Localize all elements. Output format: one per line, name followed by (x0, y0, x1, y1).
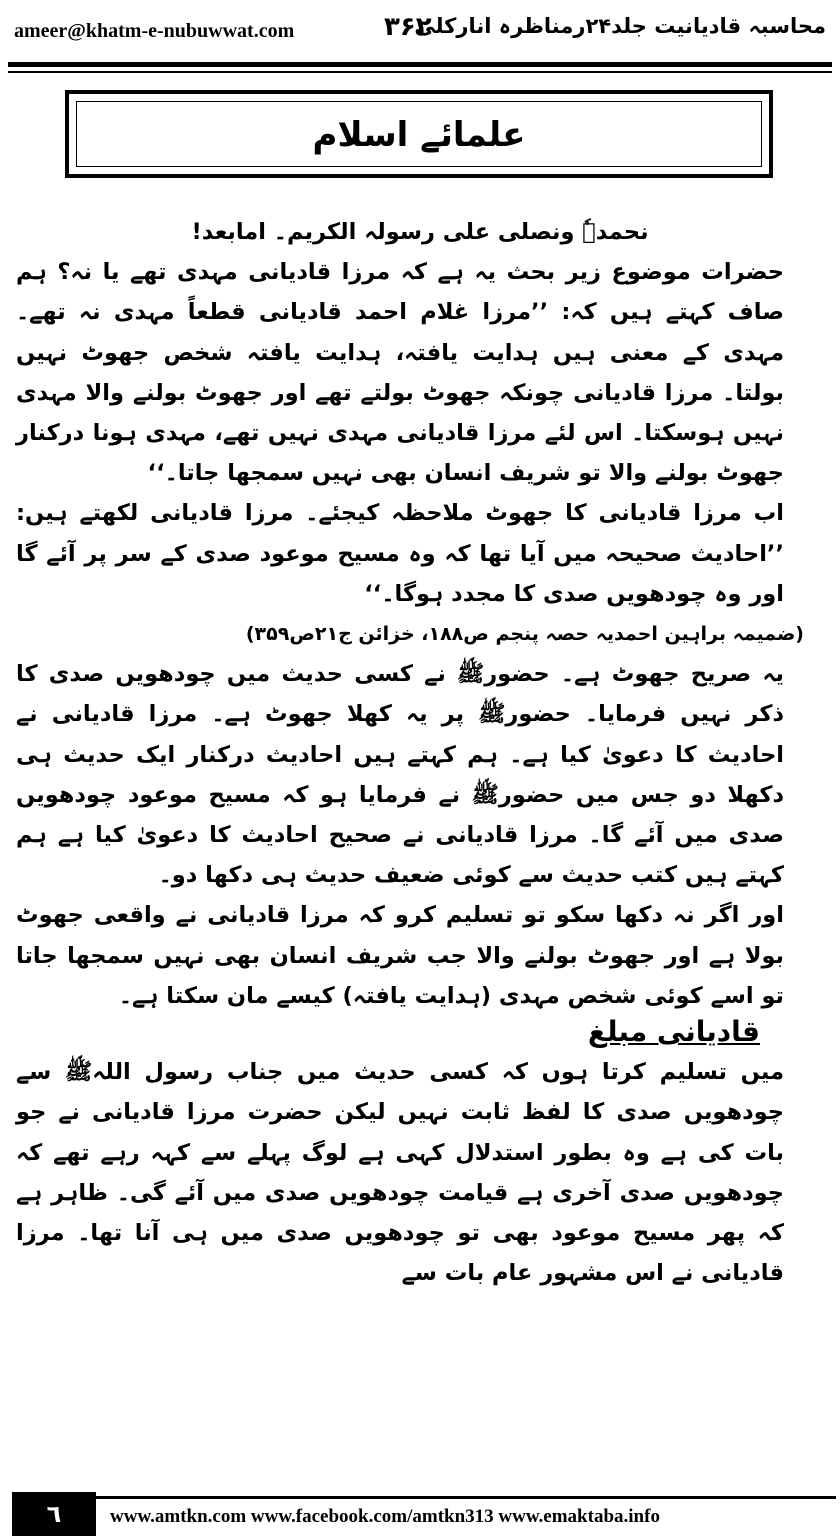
page-footer (0, 1484, 840, 1540)
title-box (65, 90, 773, 178)
page-header (0, 0, 840, 60)
footer-rule (96, 1496, 836, 1499)
body-text (16, 212, 824, 1293)
section-title: علمائے اسلام (312, 114, 526, 155)
header-email[interactable]: ameer@khatm-e-nubuwwat.com (14, 20, 295, 42)
header-book-title: محاسبہ قادیانیت جلد۲۴رمناظرہ انارکلی (414, 14, 826, 38)
reference-citation: (ضمیمہ براہین احمدیہ حصہ پنجم ص۱۸۸، خزائن ج۲۱ص۳۵۹) (245, 623, 804, 646)
paragraph: اب مرزا قادیانی کا جھوٹ ملاحظہ کیجئے۔ مرزا قادیانی لکھتے ہیں: ’’احادیث صحیحہ میں آیا تھا کہ وہ مسیح موعود صدی کے سر پر آئے گا اور وہ چودھویں صدی کا مجدد ہوگا۔‘‘ (16, 500, 784, 607)
header-rule-thick (8, 62, 832, 67)
paragraph: حضرات موضوع زیر بحث یہ ہے کہ مرزا قادیانی مہدی تھے یا نہ؟ ہم صاف کہتے ہیں کہ: ’’مرزا غلام احمد قادیانی قطعاً مہدی نہ تھے۔ مہدی کے معنی ہیں ہدایت یافتہ، ہدایت یافتہ شخص جھوٹ نہیں بولتا۔ مرزا قادیانی چونکہ جھوٹ بولتے تھے اور جھوٹ بولنے والا مہدی نہیں ہوسکتا۔ اس لئے مرزا قادیانی مہدی نہیں تھے، مہدی ہونا درکنار جھوٹ بولنے والا تو شریف انسان بھی نہیں سمجھا جاتا۔‘‘ (16, 259, 784, 487)
header-rule-thin (8, 71, 832, 73)
footer-urls[interactable]: www.amtkn.com www.facebook.com/amtkn313 www.emaktaba.info (110, 1506, 660, 1527)
footer-page-number: ٦ (12, 1492, 96, 1536)
paragraph: اور اگر نہ دکھا سکو تو تسلیم کرو کہ مرزا قادیانی نے واقعی جھوٹ بولا ہے اور جھوٹ بولنے والا جب شریف انسان بھی نہیں سمجھا جاتا تو اسے کوئی شخص مہدی (ہدایت یافتہ) کیسے مان سکتا ہے۔ (16, 902, 784, 1009)
paragraph: میں تسلیم کرتا ہوں کہ کسی حدیث میں جناب رسول اللہﷺ سے چودھویں صدی کا لفظ ثابت نہیں لیکن حضرت مرزا قادیانی نے جو بات کی ہے وہ بطور استدلال کہی ہے لوگ پہلے سے کہہ رہے تھے کہ چودھویں صدی آخری ہے قیامت چودھویں صدی میں آئے گی۔ ظاہر ہے کہ پھر مسیح موعود بھی تو چودھویں صدی میں ہی آنا تھا۔ مرزا قادیانی نے اس مشہور عام بات سے (16, 1059, 784, 1287)
opening-invocation: نحمدہٗ ونصلی علی رسولہ الکریم۔ امابعد! (191, 219, 649, 245)
subheading-qadiani-muballigh: قادیانی مبلغ (587, 1015, 760, 1049)
header-page-number: ۳۶۲ (384, 12, 432, 42)
paragraph: یہ صریح جھوٹ ہے۔ حضورﷺ نے کسی حدیث میں چودھویں صدی کا ذکر نہیں فرمایا۔ حضورﷺ پر یہ کھلا جھوٹ ہے۔ مرزا قادیانی نے احادیث کا دعویٰ کیا ہے۔ ہم کہتے ہیں احادیث درکنار ایک حدیث ہی دکھلا دو جس میں حضورﷺ نے فرمایا ہو کہ مسیح موعود چودھویں صدی میں آئے گا۔ مرزا قادیانی نے صحیح احادیث کا دعویٰ کیا ہے ہم کہتے ہیں کتب حدیث سے کوئی ضعیف حدیث ہی دکھا دو۔ (16, 661, 784, 889)
title-inner-frame (76, 101, 762, 167)
